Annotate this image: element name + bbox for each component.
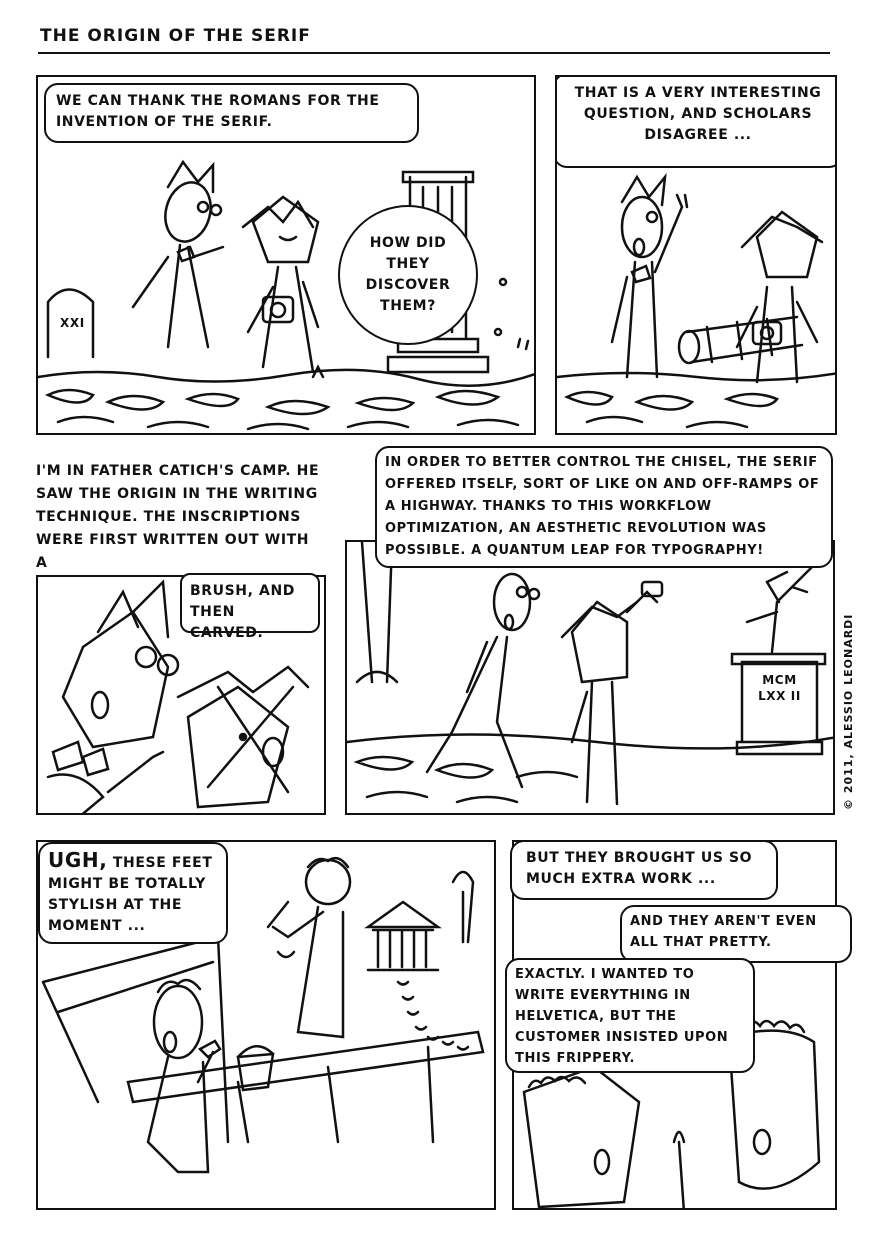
tombstone-numeral: XXI — [60, 316, 85, 330]
speech-bubble-extra-work: BUT THEY BROUGHT US SO MUCH EXTRA WORK ... — [510, 840, 778, 900]
speech-bubble-interesting-question: THAT IS A VERY INTERESTING QUESTION, AND SCHOLARS DISAGREE ... — [555, 75, 837, 168]
caption-brush-carved: BRUSH, AND THEN CARVED. — [180, 573, 320, 633]
title-divider — [38, 52, 830, 54]
caption-father-catich: I'M IN FATHER CATICH'S CAMP. HE SAW THE ORIGIN IN THE WRITING TECHNIQUE. THE INSCRIPTIONS WERE FIRST WRITTEN OUT WITH A — [36, 463, 320, 571]
page-title: THE ORIGIN OF THE SERIF — [40, 26, 311, 46]
comic-panel-2 — [555, 75, 837, 435]
comic-panel-4 — [345, 540, 835, 815]
speech-bubble-romans: WE CAN THANK THE ROMANS FOR THE INVENTION OF THE SERIF. — [44, 83, 419, 143]
comic-panel-1 — [36, 75, 536, 435]
artist-credit: © 2011, ALESSIO LEONARDI — [842, 613, 855, 810]
speech-bubble-ugh-feet — [38, 842, 228, 944]
speech-bubble-chisel-serif: IN ORDER TO BETTER CONTROL THE CHISEL, THE SERIF OFFERED ITSELF, SORT OF LIKE ON AND OFF-RAMPS OF A HIGHWAY. THANKS TO THIS WORKFLOW OPTIMIZATION, AN AESTHETIC REVOLUTION WAS POSSIBLE. A QUANTUM LEAP FOR TYPOGRAPHY! — [375, 446, 833, 568]
speech-text-feet: THESE FEET MIGHT BE TOTALLY STYLISH AT THE MOMENT ... — [48, 855, 213, 934]
speech-bubble-how-discover: HOW DID THEY DISCOVER THEM? — [338, 205, 478, 345]
speech-bubble-arent-pretty: AND THEY AREN'T EVEN ALL THAT PRETTY. — [620, 905, 852, 963]
speech-exclaim-ugh: UGH, — [48, 848, 108, 872]
plinth-numerals: MCM LXX II — [758, 673, 801, 703]
speech-bubble-helvetica: EXACTLY. I WANTED TO WRITE EVERYTHING IN HELVETICA, BUT THE CUSTOMER INSISTED UPON THIS FRIPPERY. — [505, 958, 755, 1073]
